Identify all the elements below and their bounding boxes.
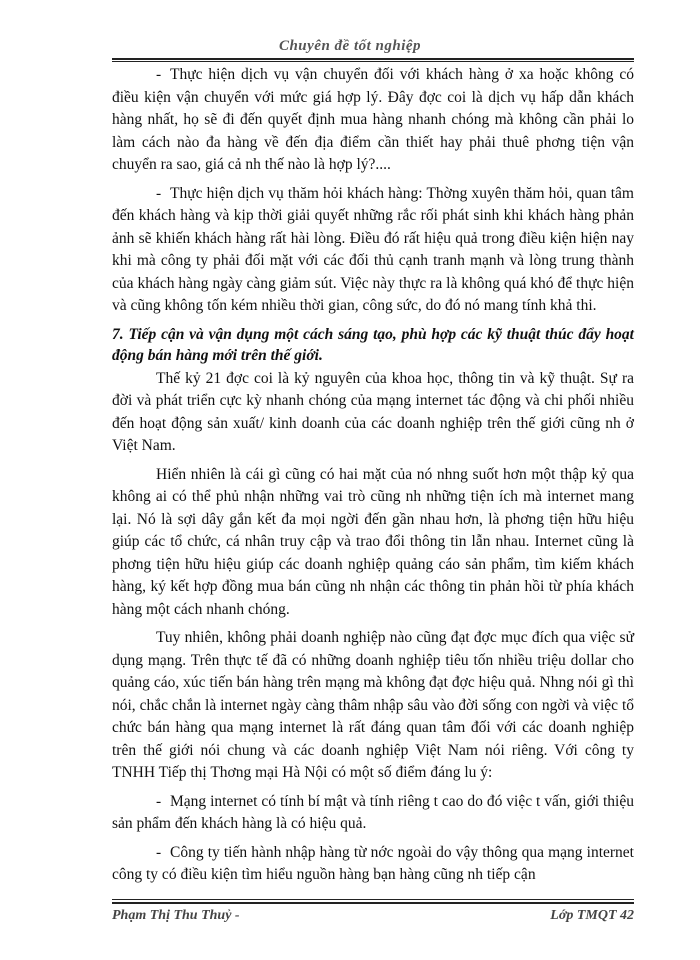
document-body bbox=[112, 64, 634, 893]
bullet-dash: - bbox=[156, 66, 162, 83]
paragraph-however: Tuy nhiên, không phải doanh nghiệp nào cũng đạt đợc mục đích qua việc sử dụng mạng. Trên thực tế đã có những doanh nghiệp tiêu tốn nhiều triệu dollar cho quảng cáo, xúc tiến bán hàng trên mạng mà không đạt đợc hiệu quả. Nhng nói gì thì nói, chắc chắn là internet ngày càng thâm nhập sâu vào đời sống con ngời và việc tổ chức bán hàng qua mạng internet là rất đáng quan tâm đối với các doanh nghiệp trên thế giới nói chung và các doanh nghiệp Việt Nam nói riêng. Với công ty TNHH Tiếp thị Thơng mại Hà Nội có một số điểm đáng lu ý: bbox=[112, 629, 634, 781]
footer-rule bbox=[112, 902, 634, 904]
paragraph-text: Thực hiện dịch vụ vận chuyển đối với khách hàng ở xa hoặc không có điều kiện vận chuyển với mức giá hợp lý. Đây đợc coi là dịch vụ hấp dẫn khách hàng nhất, họ sẽ đi đến quyết định mua hàng nhanh chóng mà không cần phải lo làm cách nào đa hàng về đến địa điểm cần thiết hay phải thuê phơng tiện vận chuyển ra sao, giá cả nh thế nào là hợp lý?.... bbox=[112, 66, 634, 173]
header-rule-thin bbox=[112, 61, 634, 62]
paragraph-text: Công ty tiến hành nhập hàng từ nớc ngoài do vậy thông qua mạng internet công ty có điều kiện tìm hiểu nguồn hàng bạn hàng cũng nh tiếp cận bbox=[112, 843, 634, 883]
paragraph-text: Thực hiện dịch vụ thăm hỏi khách hàng: Thờng xuyên thăm hỏi, quan tâm đến khách hàng và kịp thời giải quyết những rắc rối phát sinh khi khách hàng phản ảnh sẽ khiến khách hàng rất hài lòng. Điều đó rất hiệu quả trong điều kiện hiện nay khi mà công ty phải đối mặt với các đối thủ cạnh tranh mạnh và lòng trung thành của khách hàng ngày càng giảm sút. Việc này thực ra là không quá khó để thực hiện và cũng không tốn kém nhiều thời gian, công sức, do đó nó mang tính khả thi. bbox=[112, 184, 634, 314]
page-header-title: Chuyên đề tốt nghiệp bbox=[278, 38, 422, 54]
bullet-dash: - bbox=[156, 792, 162, 810]
bullet-paragraph-shipping bbox=[112, 64, 634, 177]
footer-rule-thin bbox=[112, 899, 634, 900]
footer-class-label: Lớp TMQT 42 bbox=[550, 908, 634, 923]
paragraph-text: Mạng internet có tính bí mật và tính riêng t cao do đó việc t vấn, giới thiệu sản phẩm đến khách hàng là có hiệu quả. bbox=[112, 792, 634, 832]
section-heading-7: 7. Tiếp cận và vận dụng một cách sáng tạo, phù hợp các kỹ thuật thúc đẩy hoạt động bán hàng mới trên thế giới. bbox=[112, 325, 634, 364]
paragraph-21st-century: Thế kỷ 21 đợc coi là kỷ nguyên của khoa học, thông tin và kỹ thuật. Sự ra đời và phát triển cực kỳ nhanh chóng của mạng internet tác động và chi phối nhiều đến hoạt động sản xuất/ kinh doanh của các doanh nghiệp trên thế giới cũng nh ở Việt Nam. bbox=[112, 369, 634, 454]
bullet-dash: - bbox=[156, 184, 162, 202]
paragraph-internet-role: Hiển nhiên là cái gì cũng có hai mặt của nó nhng suốt hơn một thập kỷ qua không ai có thể phủ nhận những vai trò cũng nh những tiện ích mà internet mang lại. Nó là sợi dây gắn kết đa mọi ngời đến gần nhau hơn, là phơng tiện hữu hiệu giúp các tổ chức, cá nhân truy cập và trao đổi thông tin lẫn nhau. Internet cũng là phơng tiện hữu hiệu giúp các doanh nghiệp quảng cáo sản phẩm, tìm kiếm khách hàng, ký kết hợp đồng mua bán cũng nh nhận các thông tin phản hồi từ phía khách hàng một cách nhanh chóng. bbox=[112, 465, 634, 618]
bullet-paragraph-privacy bbox=[112, 791, 634, 836]
bullet-dash: - bbox=[156, 843, 162, 861]
bullet-paragraph-customer-visit bbox=[112, 183, 634, 318]
header-rule bbox=[112, 58, 634, 60]
bullet-paragraph-import bbox=[112, 842, 634, 887]
footer-author: Phạm Thị Thu Thuỷ - bbox=[112, 908, 240, 923]
